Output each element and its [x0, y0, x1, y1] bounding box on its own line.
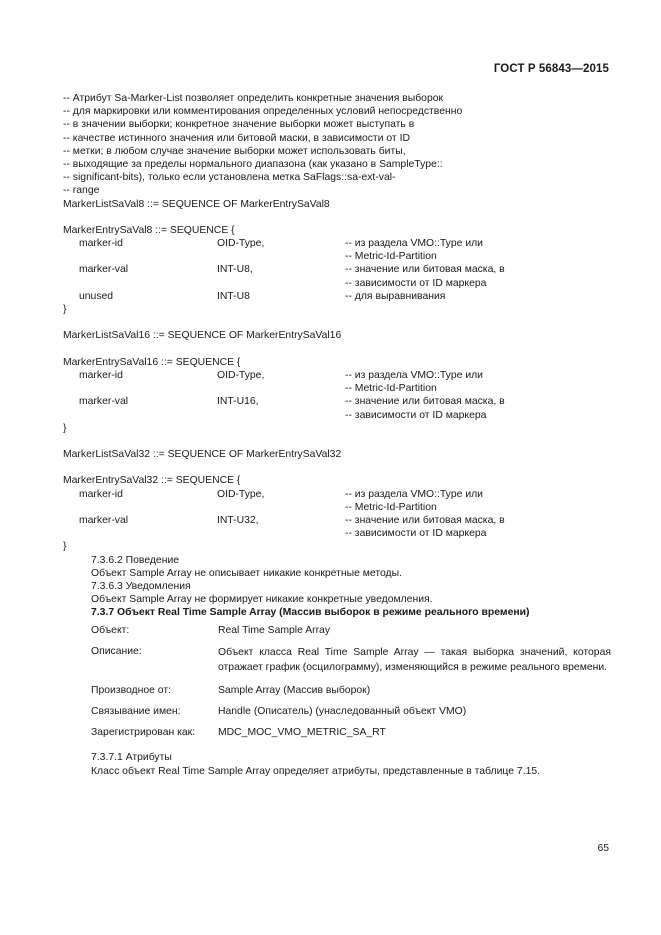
field-comment: -- зависимости от ID маркера: [345, 277, 487, 289]
field-row: [63, 369, 611, 382]
standard-header: ГОСТ Р 56843—2015: [493, 63, 609, 75]
page-content: [63, 92, 611, 778]
field-name: marker-val: [79, 515, 129, 526]
entry-declaration: MarkerEntrySaVal8 ::= SEQUENCE {: [63, 224, 235, 236]
derived-row: [91, 684, 611, 697]
attributes-text: Класс объект Real Time Sample Array определяет атрибуты, представленные в таблице 7.15.: [91, 765, 541, 777]
registered-label: Зарегистрирован как:: [91, 727, 196, 739]
field-name: marker-id: [79, 488, 123, 500]
name-binding-row: [91, 705, 611, 718]
field-row: [63, 488, 611, 501]
field-row-cont: [63, 527, 611, 540]
field-comment: -- Metric-Id-Partition: [345, 383, 437, 395]
object-row: [91, 624, 611, 637]
behavior-text: Объект Sample Array не описывает никакие конкретные методы.: [91, 567, 402, 579]
registered-value: MDC_MOC_VMO_METRIC_SA_RT: [218, 727, 386, 739]
rt-sample-array-heading: 7.3.7 Объект Real Time Sample Array (Массив выборок в режиме реального времени): [91, 607, 530, 619]
list-declaration: MarkerListSaVal8 ::= SEQUENCE OF MarkerEntrySaVal8: [63, 198, 330, 210]
description-row: [91, 645, 611, 676]
comment-line: -- выходящие за пределы нормального диапазона (как указано в SampleType::: [63, 158, 443, 170]
field-row-cont: [63, 409, 611, 422]
field-row-cont: [63, 250, 611, 263]
notifications-text: Объект Sample Array не формирует никакие конкретные уведомления.: [91, 594, 433, 606]
list-declaration: MarkerListSaVal16 ::= SEQUENCE OF MarkerEntrySaVal16: [63, 330, 342, 342]
field-type: OID-Type,: [217, 238, 265, 250]
field-type: INT-U16,: [217, 396, 259, 408]
field-row: [63, 395, 611, 408]
field-type: INT-U32,: [217, 515, 259, 526]
comment-line: -- метки; в любом случае значение выборки может использовать биты,: [63, 145, 406, 157]
comment-block: [63, 92, 611, 198]
list-declaration: MarkerListSaVal32 ::= SEQUENCE OF MarkerEntrySaVal32: [63, 449, 342, 461]
field-type: INT-U8,: [217, 264, 253, 276]
comment-line: -- в значении выборки; конкретное значение выборки может выступать в: [63, 119, 415, 131]
closing-brace: }: [63, 304, 67, 315]
field-name: marker-id: [79, 369, 123, 381]
field-row-cont: [63, 277, 611, 290]
page-number: 65: [597, 843, 609, 854]
field-comment: -- зависимости от ID маркера: [345, 528, 487, 540]
sections: [63, 554, 611, 620]
field-row-cont: [63, 501, 611, 514]
description-label: Описание:: [91, 645, 142, 657]
name-binding-value: Handle (Описатель) (унаследованный объект VMO): [218, 705, 467, 717]
registered-row: [91, 726, 611, 739]
derived-label: Производное от:: [91, 684, 171, 696]
behavior-heading: 7.3.6.2 Поведение: [91, 554, 180, 566]
field-row: [63, 263, 611, 276]
comment-line: -- качестве истинного значения или битовой маски, в зависимости от ID: [63, 132, 410, 144]
asn-block-val16: [63, 329, 611, 435]
asn-block-val32: [63, 448, 611, 554]
field-row: [63, 290, 611, 303]
field-row: [63, 514, 611, 527]
comment-line: -- range: [63, 185, 100, 197]
notifications-heading: 7.3.6.3 Уведомления: [91, 580, 191, 592]
field-name: unused: [79, 290, 114, 302]
closing-brace: }: [63, 422, 67, 434]
field-comment: -- значение или битовая маска, в: [345, 264, 505, 276]
comment-line: -- для маркировки или комментирования определенных условий непосредственно: [63, 106, 463, 118]
object-label: Объект:: [91, 624, 130, 636]
field-comment: -- из раздела VMO::Type или: [345, 238, 483, 250]
derived-value: Sample Array (Массив выборок): [218, 684, 371, 696]
description-value: Объект класса Real Time Sample Array — такая выборка значений, которая отражает график (осцилограмму), изменяющийся в режиме реального времени.: [218, 646, 611, 674]
name-binding-label: Связывание имен:: [91, 705, 181, 717]
asn-block-val8: [63, 198, 611, 317]
closing-brace: }: [63, 541, 67, 553]
comment-line: -- Атрибут Sa-Marker-List позволяет определить конкретные значения выборок: [63, 93, 444, 104]
entry-declaration: MarkerEntrySaVal32 ::= SEQUENCE {: [63, 475, 241, 487]
comment-line: -- significant-bits), только если установлена метка SaFlags::sa-ext-val-: [63, 172, 396, 184]
field-type: OID-Type,: [217, 369, 265, 381]
field-comment: -- из раздела VMO::Type или: [345, 488, 483, 500]
field-name: marker-id: [79, 238, 123, 250]
entry-declaration: MarkerEntrySaVal16 ::= SEQUENCE {: [63, 356, 241, 368]
attributes-heading: 7.3.7.1 Атрибуты: [91, 752, 172, 764]
field-row-cont: [63, 382, 611, 395]
field-name: marker-val: [79, 396, 129, 408]
field-comment: -- зависимости от ID маркера: [345, 409, 487, 421]
attributes-section: [63, 751, 611, 777]
field-comment: -- значение или битовая маска, в: [345, 515, 505, 526]
field-comment: -- для выравнивания: [345, 290, 446, 302]
field-type: OID-Type,: [217, 488, 265, 500]
field-comment: -- значение или битовая маска, в: [345, 396, 505, 408]
object-definition-table: [91, 624, 611, 740]
object-value: Real Time Sample Array: [218, 624, 331, 636]
field-comment: -- Metric-Id-Partition: [345, 501, 437, 513]
field-comment: -- из раздела VMO::Type или: [345, 369, 483, 381]
field-type: INT-U8: [217, 290, 250, 302]
field-comment: -- Metric-Id-Partition: [345, 251, 437, 263]
field-row: [63, 237, 611, 250]
field-name: marker-val: [79, 264, 129, 276]
